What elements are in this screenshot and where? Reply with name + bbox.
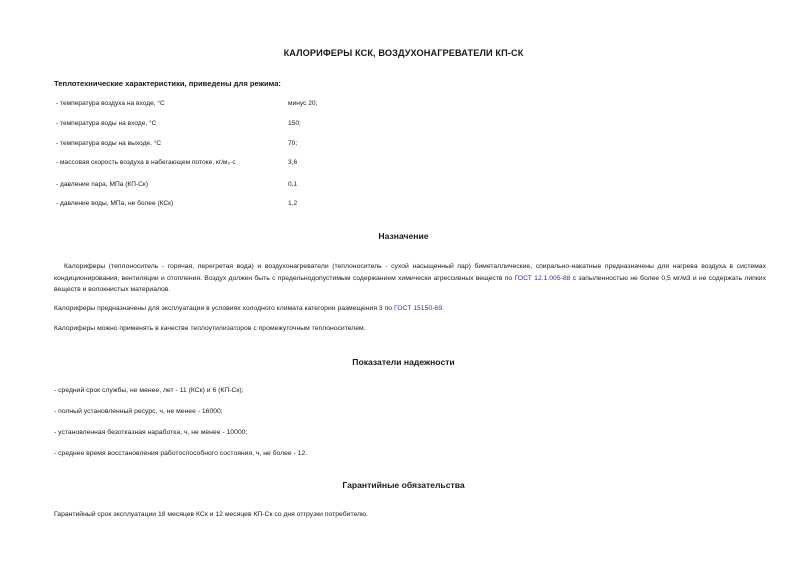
char-row-label: - давление пара, МПа (КП-Ск) [56,181,149,188]
page-title: КАЛОРИФЕРЫ КСК, ВОЗДУХОНАГРЕВАТЕЛИ КП-СК [283,48,524,58]
char-row-value: 1,2 [288,200,298,207]
char-row-label: - температура воздуха на входе, °С [56,100,165,107]
char-row-value: минус 20; [288,100,318,107]
reliability-item: - полный установленный ресурс, ч, не менее - 16000; [54,408,223,415]
gost-12-1-005-88-link[interactable]: ГОСТ 12.1.005-88 [514,274,571,282]
purpose-paragraph-1: Калориферы (теплоноситель - горячая, перегретая вода) и воздухонагреватели (теплоноситель - сухой насыщенный пар) биметаллические, спирально-накатные предназначены для нагрева воздуха в системах кондиционирования, вентиляции и отопления. Воздух должен быть с предельнодопустимым содержанием химически агрессивных веществ по ГОСТ 12.1.005-88 с запыленностью не более 0,5 мг/м3 и не содержать липких веществ и волокнистых материалов. [54,263,767,293]
char-row-value: 70; [288,140,298,147]
characteristics-heading: Теплотехнические характеристики, приведены для режима: [54,79,281,88]
purpose-paragraph-2: Калориферы предназначены для эксплуатации в условиях холодного климата категории размещения 3 по ГОСТ 15150-69. [54,305,444,312]
reliability-heading: Показатели надежности [352,357,455,367]
char-row-label: - температура воды на выходе, °С [56,140,162,147]
gost-15150-69-link[interactable]: ГОСТ 15150-69 [393,305,442,312]
char-row-label: - давление воды, МПа, не более (КСк) [56,200,174,207]
reliability-item: - средний срок службы, не менее, лет - 11 (КСк) и 6 (КП-Ск); [54,387,244,394]
char-row-value: 3,6 [288,159,298,166]
warranty-heading: Гарантийные обязательства [342,480,465,490]
char-row-label: - температура воды на входе, °С [56,120,157,127]
reliability-item: - установленная безотказная наработка, ч, не менее - 10000; [54,429,248,436]
purpose-heading: Назначение [378,231,429,241]
reliability-item: - среднее время восстановления работоспособного состояния, ч, не более - 12. [54,450,308,457]
char-row-label: - массовая скорость воздуха в набегающем потоке, кг/м₂·с [56,159,236,166]
char-row-value: 150; [288,120,301,127]
purpose-paragraph-3: Калориферы можно применять в качестве теплоутилизаторов с промежуточным теплоносителем. [54,325,366,332]
warranty-text: Гарантийный срок эксплуатации 18 месяцев КСк и 12 месяцев КП-Ск со дня отгрузки потребителю. [54,511,368,518]
char-row-value: 0,1 [288,181,298,188]
